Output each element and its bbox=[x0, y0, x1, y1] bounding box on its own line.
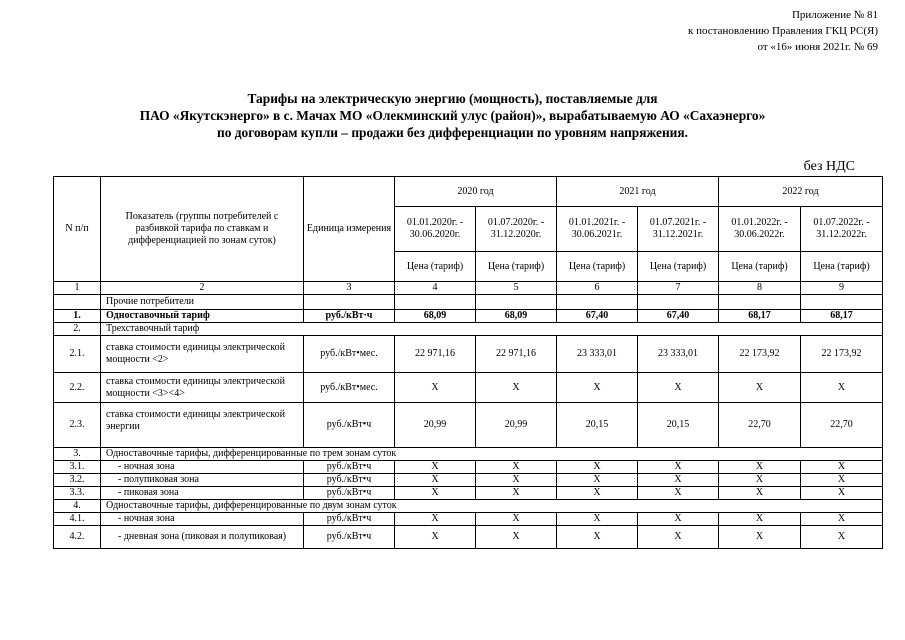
header-price: Цена (тариф) bbox=[801, 252, 883, 282]
tariff-value: X bbox=[395, 474, 476, 487]
tariff-value: X bbox=[801, 487, 883, 500]
row-number: 2.2. bbox=[54, 373, 101, 403]
tariff-value: 68,17 bbox=[719, 310, 801, 323]
tariff-value: 22,70 bbox=[801, 403, 883, 448]
tariff-value: X bbox=[557, 373, 638, 403]
appendix-number: Приложение № 81 bbox=[791, 9, 878, 21]
tariff-value: X bbox=[638, 513, 719, 526]
tariff-value: X bbox=[476, 461, 557, 474]
tariff-value: 20,99 bbox=[395, 403, 476, 448]
currency-note: без НДС bbox=[803, 159, 855, 174]
tariff-value: 68,17 bbox=[801, 310, 883, 323]
row-unit: руб./кВт•ч bbox=[304, 513, 395, 526]
tariff-value: X bbox=[395, 487, 476, 500]
title-line-3: по договорам купли – продажи без дифференциации по уровням напряжения. bbox=[217, 125, 688, 140]
tariff-value: X bbox=[557, 461, 638, 474]
row-number: 1. bbox=[54, 310, 101, 323]
tariff-value: X bbox=[638, 487, 719, 500]
table-row bbox=[54, 487, 883, 500]
row-unit: руб./кВт•ч bbox=[304, 474, 395, 487]
document-title bbox=[0, 90, 905, 141]
row-number: 3. bbox=[54, 448, 101, 461]
tariff-value: X bbox=[557, 474, 638, 487]
tariff-value: X bbox=[801, 526, 883, 549]
tariff-value: 22 971,16 bbox=[395, 336, 476, 373]
tariff-value: X bbox=[395, 513, 476, 526]
row-name-text: - дневная зона (пиковая и полупиковая) bbox=[118, 531, 287, 542]
header-indicator: Показатель (группы потребителей с разбивкой тарифа по ставкам и дифференциацией по зонам суток) bbox=[101, 177, 304, 282]
table-row bbox=[54, 448, 883, 461]
row-number: 3.3. bbox=[54, 487, 101, 500]
row-number: 2. bbox=[54, 323, 101, 336]
table-row bbox=[54, 513, 883, 526]
column-number: 4 bbox=[395, 282, 476, 295]
column-number: 1 bbox=[54, 282, 101, 295]
tariff-value: X bbox=[719, 461, 801, 474]
tariff-value: X bbox=[638, 526, 719, 549]
tariff-value: X bbox=[476, 526, 557, 549]
header-year-2022: 2022 год bbox=[719, 177, 883, 207]
header-price: Цена (тариф) bbox=[719, 252, 801, 282]
row-number: 2.3. bbox=[54, 403, 101, 448]
header-period: 01.07.2021г. - 31.12.2021г. bbox=[638, 207, 719, 252]
tariff-value: X bbox=[638, 461, 719, 474]
tariff-value: X bbox=[476, 474, 557, 487]
row-name: Одноставочные тарифы, дифференцированные по двум зонам суток bbox=[101, 500, 883, 513]
row-number: 3.2. bbox=[54, 474, 101, 487]
column-number: 6 bbox=[557, 282, 638, 295]
row-name: ставка стоимости единицы электрической энергии bbox=[101, 403, 304, 448]
row-name: Одноставочный тариф bbox=[101, 310, 304, 323]
row-name bbox=[101, 487, 304, 500]
tariff-value: 22 173,92 bbox=[719, 336, 801, 373]
group-label: Прочие потребители bbox=[101, 295, 304, 310]
table-row bbox=[54, 310, 883, 323]
tariff-value: X bbox=[801, 461, 883, 474]
tariff-value: 20,15 bbox=[638, 403, 719, 448]
header-unit: Единица измерения bbox=[304, 177, 395, 282]
row-name bbox=[101, 461, 304, 474]
column-number: 8 bbox=[719, 282, 801, 295]
row-number: 3.1. bbox=[54, 461, 101, 474]
row-name bbox=[101, 474, 304, 487]
tariff-value: X bbox=[395, 461, 476, 474]
row-unit: руб./кВт•ч bbox=[304, 403, 395, 448]
header-period: 01.01.2020г. - 30.06.2020г. bbox=[395, 207, 476, 252]
header-price: Цена (тариф) bbox=[395, 252, 476, 282]
row-name: Трехставочный тариф bbox=[101, 323, 883, 336]
row-number: 4.1. bbox=[54, 513, 101, 526]
tariff-value: 22 173,92 bbox=[801, 336, 883, 373]
tariff-value: 67,40 bbox=[638, 310, 719, 323]
tariff-value: X bbox=[476, 513, 557, 526]
tariff-value: X bbox=[719, 373, 801, 403]
row-unit: руб./кВт•мес. bbox=[304, 336, 395, 373]
tariff-value: X bbox=[801, 373, 883, 403]
column-number: 3 bbox=[304, 282, 395, 295]
tariff-value: X bbox=[557, 526, 638, 549]
tariff-value: 68,09 bbox=[476, 310, 557, 323]
tariff-value: 23 333,01 bbox=[557, 336, 638, 373]
header-price: Цена (тариф) bbox=[638, 252, 719, 282]
tariff-value: X bbox=[395, 373, 476, 403]
tariff-value: X bbox=[719, 513, 801, 526]
header-price: Цена (тариф) bbox=[557, 252, 638, 282]
table-row bbox=[54, 323, 883, 336]
table-row bbox=[54, 474, 883, 487]
row-number: 4.2. bbox=[54, 526, 101, 549]
header-num: N п/п bbox=[54, 177, 101, 282]
appendix-header bbox=[688, 7, 878, 55]
header-price: Цена (тариф) bbox=[476, 252, 557, 282]
header-period: 01.01.2021г. - 30.06.2021г. bbox=[557, 207, 638, 252]
tariff-value: X bbox=[801, 513, 883, 526]
tariff-value: X bbox=[801, 474, 883, 487]
row-unit: руб./кВт•ч bbox=[304, 526, 395, 549]
row-name-text: - пиковая зона bbox=[118, 487, 179, 498]
tariff-value: X bbox=[476, 487, 557, 500]
tariff-value: 20,99 bbox=[476, 403, 557, 448]
title-line-1: Тарифы на электрическую энергию (мощность), поставляемые для bbox=[247, 91, 658, 106]
row-name-text: - ночная зона bbox=[118, 461, 175, 472]
column-number: 2 bbox=[101, 282, 304, 295]
tariff-value: X bbox=[719, 487, 801, 500]
row-unit: руб./кВт•ч bbox=[304, 461, 395, 474]
row-number: 2.1. bbox=[54, 336, 101, 373]
header-period: 01.01.2022г. - 30.06.2022г. bbox=[719, 207, 801, 252]
table-row bbox=[54, 373, 883, 403]
tariff-value: 68,09 bbox=[395, 310, 476, 323]
appendix-date: от «16» июня 2021г. № 69 bbox=[757, 41, 878, 53]
tariff-value: X bbox=[719, 474, 801, 487]
header-year-2020: 2020 год bbox=[395, 177, 557, 207]
row-unit: руб./кВт·ч bbox=[304, 310, 395, 323]
table-row bbox=[54, 461, 883, 474]
table-row bbox=[54, 500, 883, 513]
table-row bbox=[54, 526, 883, 549]
tariff-value: X bbox=[476, 373, 557, 403]
row-name: Одноставочные тарифы, дифференцированные по трем зонам суток bbox=[101, 448, 883, 461]
tariff-value: 22 971,16 bbox=[476, 336, 557, 373]
tariff-value: X bbox=[395, 526, 476, 549]
row-name bbox=[101, 526, 304, 549]
tariff-value: 67,40 bbox=[557, 310, 638, 323]
row-name-text: - полупиковая зона bbox=[118, 474, 199, 485]
row-unit: руб./кВт•ч bbox=[304, 487, 395, 500]
column-number: 7 bbox=[638, 282, 719, 295]
table-row bbox=[54, 336, 883, 373]
column-number: 9 bbox=[801, 282, 883, 295]
column-number: 5 bbox=[476, 282, 557, 295]
tariff-value: X bbox=[557, 487, 638, 500]
tariff-value: X bbox=[557, 513, 638, 526]
row-unit: руб./кВт•мес. bbox=[304, 373, 395, 403]
row-name: ставка стоимости единицы электрической мощности <3><4> bbox=[101, 373, 304, 403]
tariff-value: X bbox=[638, 474, 719, 487]
tariff-table bbox=[53, 176, 883, 549]
group-row bbox=[54, 295, 883, 310]
table-row bbox=[54, 403, 883, 448]
row-number: 4. bbox=[54, 500, 101, 513]
column-numbers-row bbox=[54, 282, 883, 295]
header-period: 01.07.2022г. - 31.12.2022г. bbox=[801, 207, 883, 252]
header-period: 01.07.2020г. - 31.12.2020г. bbox=[476, 207, 557, 252]
header-year-2021: 2021 год bbox=[557, 177, 719, 207]
tariff-value: 23 333,01 bbox=[638, 336, 719, 373]
row-name-text: - ночная зона bbox=[118, 513, 175, 524]
row-name: ставка стоимости единицы электрической мощности <2> bbox=[101, 336, 304, 373]
tariff-value: 20,15 bbox=[557, 403, 638, 448]
title-line-2: ПАО «Якутскэнерго» в с. Мачах МО «Олекминский улус (район)», вырабатываемую АО «Сахаэнерго» bbox=[139, 108, 766, 123]
appendix-decree: к постановлению Правления ГКЦ РС(Я) bbox=[688, 25, 878, 37]
row-name bbox=[101, 513, 304, 526]
tariff-value: 22,70 bbox=[719, 403, 801, 448]
tariff-value: X bbox=[638, 373, 719, 403]
tariff-value: X bbox=[719, 526, 801, 549]
header-row-years bbox=[54, 177, 883, 207]
